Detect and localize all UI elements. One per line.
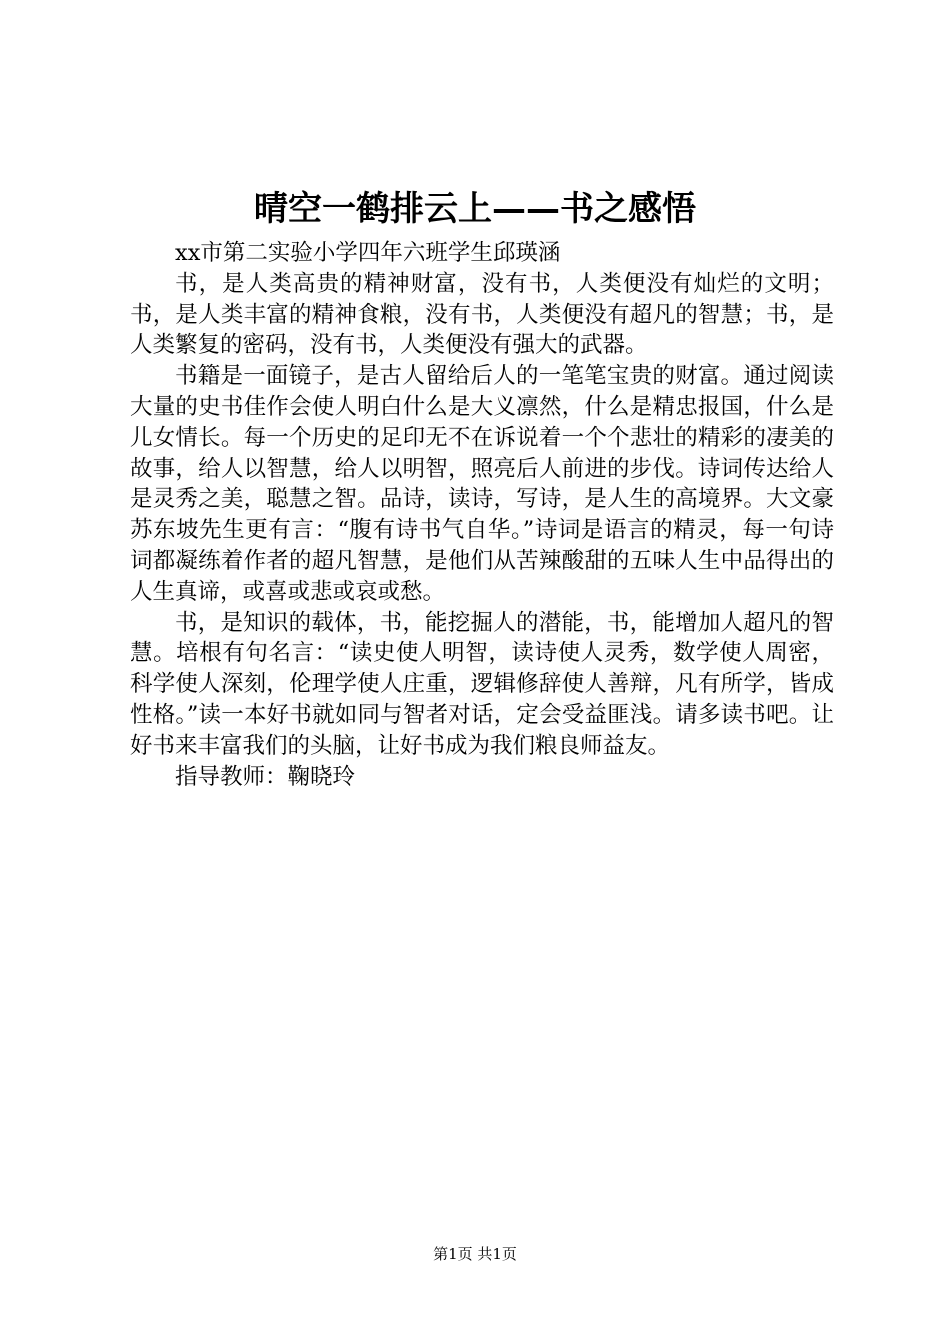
document-body xyxy=(130,238,834,792)
paragraph-2: 书籍是一面镜子，是古人留给后人的一笔笔宝贵的财富。通过阅读大量的史书佳作会使人明白什么是大义凛然，什么是精忠报国，什么是儿女情长。每一个历史的足印无不在诉说着一个个悲壮的精彩的凄美的故事，给人以智慧，给人以明智，照亮后人前进的步伐。诗词传达给人是灵秀之美，聪慧之智。品诗，读诗，写诗，是人生的高境界。大文豪苏东坡先生更有言：“腹有诗书气自华。”诗词是语言的精灵，每一句诗词都凝练着作者的超凡智慧，是他们从苦辣酸甜的五味人生中品得出的人生真谛，或喜或悲或哀或愁。 xyxy=(130,363,834,605)
teacher-line: 指导教师：鞠晓玲 xyxy=(175,763,356,790)
page-footer: 第1页 共1页 xyxy=(433,1245,517,1263)
document-title: 晴空一鹤排云上——书之感悟 xyxy=(254,189,696,229)
paragraph-3: 书，是知识的载体，书，能挖掘人的潜能，书，能增加人超凡的智慧。培根有句名言：“读史使人明智，读诗使人灵秀，数学使人周密，科学使人深刻，伦理学使人庄重，逻辑修辞使人善辩，凡有所学，皆成性格。”读一本好书就如同与智者对话，定会受益匪浅。请多读书吧。让好书来丰富我们的头脑，让好书成为我们粮良师益友。 xyxy=(130,609,834,759)
author-line: xx市第二实验小学四年六班学生邱瑛涵 xyxy=(175,240,561,266)
paragraph-1: 书，是人类高贵的精神财富，没有书，人类便没有灿烂的文明；书，是人类丰富的精神食粮，没有书，人类便没有超凡的智慧；书，是人类繁复的密码，没有书，人类便没有强大的武器。 xyxy=(130,270,834,359)
